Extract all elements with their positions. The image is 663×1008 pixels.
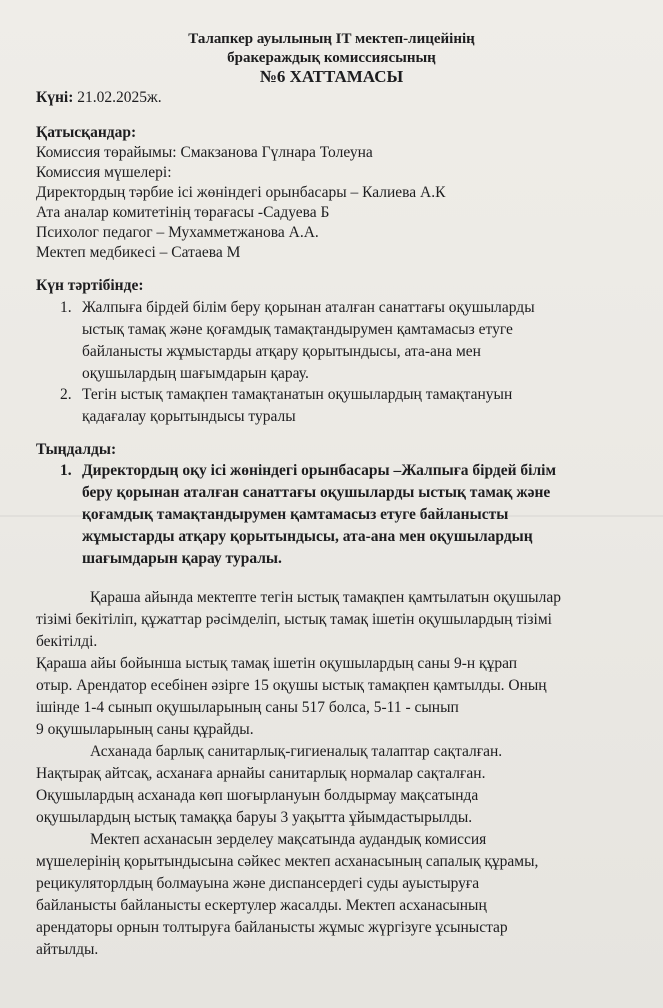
body-line: Мектеп асханасын зерделеу мақсатында аудандық комиссия xyxy=(90,831,487,848)
header-line-3: №6 ХАТТАМАСЫ xyxy=(259,67,404,86)
agenda-item-line: оқушылардың шағымдарын қарау. xyxy=(82,365,309,382)
date-row xyxy=(36,88,162,108)
body-line: айтылды. xyxy=(36,941,99,958)
agenda-item-line: Тегін ыстық тамақпен тамақтанатын оқушылардың тамақтануын xyxy=(82,386,513,403)
heard-item-line: шағымдарын қарау туралы. xyxy=(82,550,282,567)
agenda-item-line: қадағалау қорытындысы туралы xyxy=(82,408,296,425)
heard-heading: Тыңдалды: xyxy=(36,441,117,458)
participant-line: Ата аналар комитетінің төрағасы -Садуева Б xyxy=(36,204,330,221)
body-line: рецикуляторлдың болмауына және диспансердегі суды ауыстыруға xyxy=(36,875,480,892)
date-value: 21.02.2025ж. xyxy=(77,89,162,106)
body-line: отыр. Арендатор есебінен әзірге 15 оқушы ыстық тамақпен қамтылды. Оның xyxy=(36,677,547,694)
heard-item-line: қоғамдық тамақтандырумен қамтамасыз етуге байланысты xyxy=(82,506,509,523)
participant-line: Комиссия мүшелері: xyxy=(36,164,172,181)
date-label: Күні: xyxy=(36,89,74,106)
agenda-item-line: Жалпыға бірдей білім беру қорынан аталған санаттағы оқушыларды xyxy=(82,299,535,316)
body-line: Оқушылардың асханада көп шоғырлануын болдырмау мақсатында xyxy=(36,787,479,804)
participant-line: Директордың тәрбие ісі жөніндегі орынбасары – Калиева А.К xyxy=(36,184,446,201)
heard-item-line: жұмыстарды атқару қорытындысы, ата-ана мен оқушылардың xyxy=(82,528,533,545)
participant-line: Мектеп медбикесі – Сатаева М xyxy=(36,244,241,261)
agenda-item-number: 2. xyxy=(60,386,72,403)
header-line-1: Талапкер ауылының IT мектеп-лицейінің xyxy=(188,31,475,47)
body-line: бекітілді. xyxy=(36,633,98,650)
participant-line: Комиссия төрайымы: Смакзанова Гүлнара Толеуна xyxy=(36,144,373,161)
participant-line: Психолог педагог – Мухамметжанова А.А. xyxy=(36,224,319,241)
participants-heading: Қатысқандар: xyxy=(36,124,137,141)
body-line: байланысты байланысты ескертулер жасалды. Мектеп асханасының xyxy=(36,897,487,914)
agenda-heading: Күн тәртібінде: xyxy=(36,277,144,294)
body-line: 9 оқушыларының саны құрайды. xyxy=(36,721,254,738)
heard-item-line: беру қорынан аталған санаттағы оқушыларды ыстық тамақ және xyxy=(82,484,551,501)
agenda-item-line: ыстық тамақ және қоғамдық тамақтандырумен қамтамасыз етуге xyxy=(82,321,513,338)
body-line: мүшелерінің қорытындысына сәйкес мектеп асханасының сапалық құрамы, xyxy=(36,853,539,870)
body-line: ішінде 1-4 сынып оқушыларының саны 517 болса, 5-11 - сынып xyxy=(36,699,459,716)
body-line: Нақтырақ айтсақ, асханаға арнайы санитарлық нормалар сақталған. xyxy=(36,765,486,782)
body-line: Асханада барлық санитарлық-гигиеналық талаптар сақталған. xyxy=(90,743,503,760)
body-line: Қараша айында мектепте тегін ыстық тамақпен қамтылатын оқушылар xyxy=(90,589,561,606)
agenda-item-number: 1. xyxy=(60,299,72,316)
body-line: Қараша айы бойынша ыстық тамақ ішетін оқушылардың саны 9-н құрап xyxy=(36,655,518,672)
body-line: оқушылардың ыстық тамаққа баруы 3 уақытта ұйымдастырылды. xyxy=(36,809,473,826)
body-line: тізімі бекітіліп, құжаттар рәсімделіп, ыстық тамақ ішетін оқушылардың тізімі xyxy=(36,611,552,628)
body-line: арендаторы орнын толтыруға байланысты жұмыс жүргізуге ұсыныстар xyxy=(36,919,508,936)
agenda-item-line: байланысты жұмыстарды атқару қорытындысы, ата-ана мен xyxy=(82,343,481,360)
heard-item-number: 1. xyxy=(60,462,72,479)
heard-item-line: Директордың оқу ісі жөніндегі орынбасары –Жалпыға бірдей білім xyxy=(82,462,557,479)
header-line-2: бракераждық комиссиясының xyxy=(227,50,436,66)
